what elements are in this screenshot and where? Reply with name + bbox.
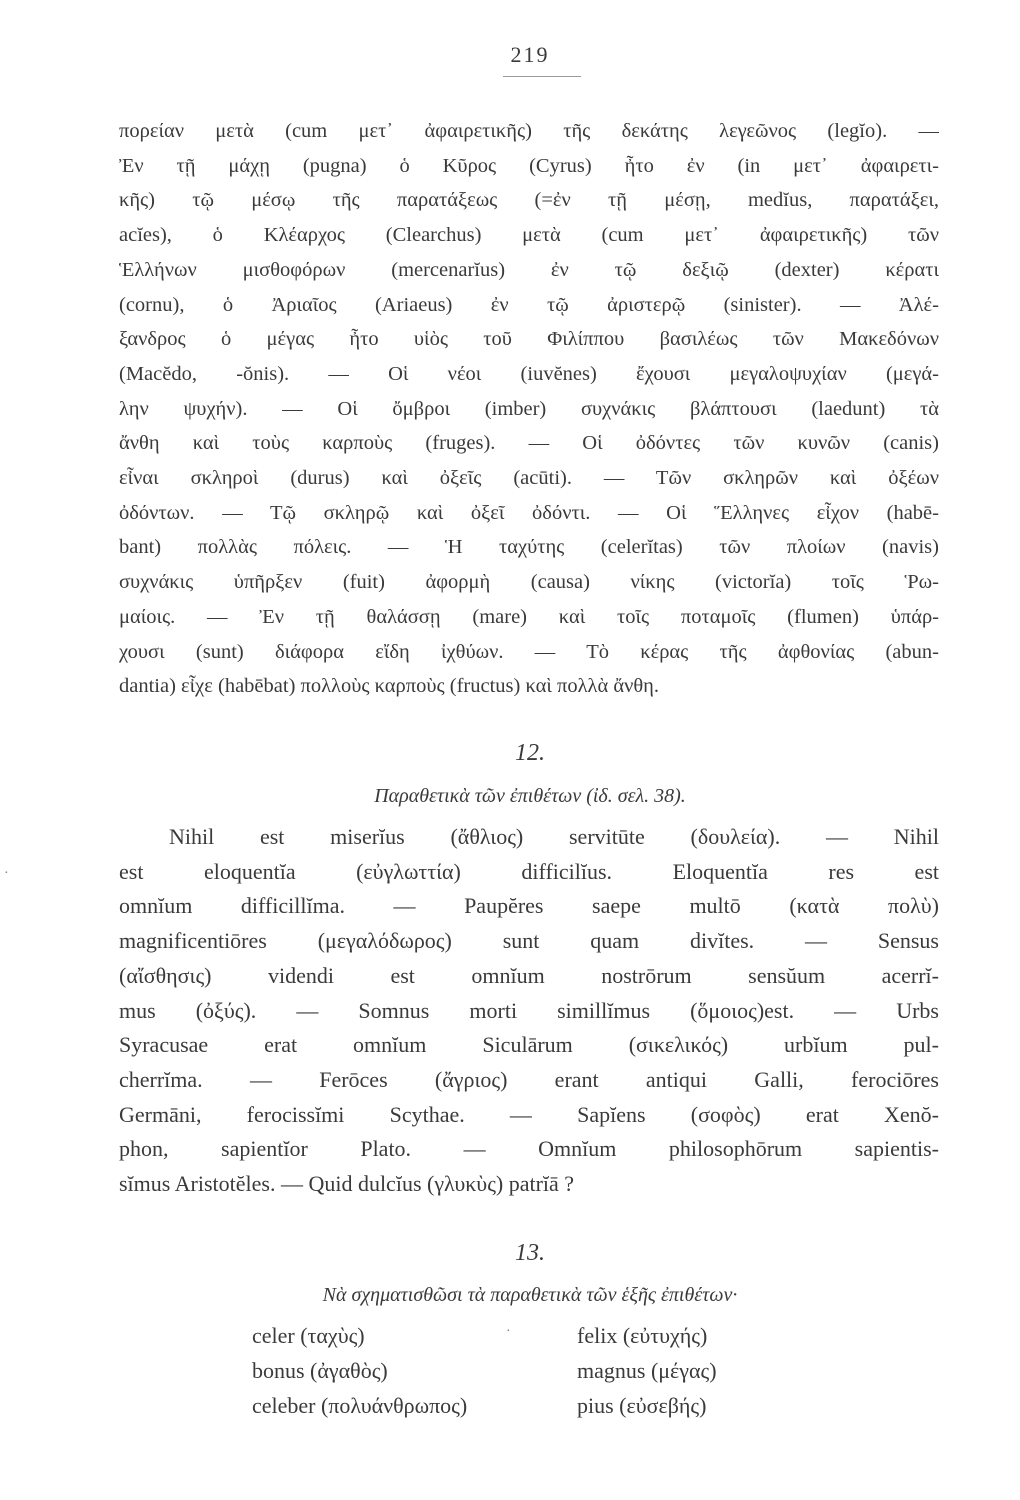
section-13-number: 13.: [515, 1240, 545, 1266]
text-line: magnificentiōres (μεγαλόδωρος) sunt quam divĭtes. — Sensus: [119, 928, 939, 954]
text-line: εἶναι σκληροὶ (durus) καὶ ὀξεῖς (acūti). — Τῶν σκληρῶν καὶ ὀξέων: [119, 467, 939, 490]
text-line: bant) πολλὰς πόλεις. — Ἡ ταχύτης (celerĭtas) τῶν πλοίων (navis): [119, 536, 939, 559]
adjective-item: pius (εὐσεβής): [577, 1393, 707, 1418]
text-line: cherrĭma. — Ferōces (ἄγριος) erant antiqui Galli, ferociōres: [119, 1066, 939, 1092]
margin-speck: ·: [4, 866, 9, 881]
adjective-item: bonus (ἀγαθὸς): [252, 1358, 388, 1383]
text-line: ξανδρος ὁ μέγας ἦτο υἱὸς τοῦ Φιλίππου βασιλέως τῶν Μακεδόνων: [119, 328, 939, 351]
adjectives-list: [252, 1318, 812, 1423]
exercise-text-block: [119, 114, 939, 704]
adjectives-row: [252, 1388, 812, 1423]
ink-speck: ·: [506, 1324, 511, 1339]
text-line: mus (ὀξύς). — Somnus morti simillĭmus (ὅμοιος)est. — Urbs: [119, 997, 939, 1023]
adjectives-row: [252, 1353, 812, 1388]
text-line: Syracusae erat omnĭum Siculārum (σικελικός) urbĭum pul-: [119, 1032, 939, 1058]
adjectives-row: [252, 1318, 812, 1353]
text-line: συχνάκις ὑπῆρξεν (fuit) ἀφορμὴ (causa) νίκης (victorĭa) τοῖς Ῥω-: [119, 571, 939, 594]
section-12-text-block: [119, 820, 939, 1202]
text-line: omnĭum difficillĭma. — Paupĕres saepe multō (κατὰ πολὺ): [119, 893, 939, 919]
text-line: Ἑλλήνων μισθοφόρων (mercenarĭus) ἐν τῷ δεξιῷ (dexter) κέρατι: [119, 258, 939, 281]
text-line: λην ψυχήν). — Οἱ ὄμβροι (imber) συχνάκις βλάπτουσι (laedunt) τὰ: [119, 397, 939, 420]
adjective-item: celer (ταχὺς): [252, 1323, 365, 1348]
text-line: sĭmus Aristotĕles. — Quid dulcĭus (γλυκὺς) patrĭā ?: [119, 1171, 575, 1197]
section-12-number: 12.: [515, 740, 545, 766]
page-number-rule: [503, 76, 581, 77]
adjective-item: felix (εὐτυχής): [577, 1323, 708, 1348]
text-line: πορείαν μετὰ (cum μετ᾽ ἀφαιρετικῆς) τῆς δεκάτης λεγεῶνος (legĭo). —: [119, 120, 939, 142]
text-line: ὀδόντων. — Τῷ σκληρῷ καὶ ὀξεῖ ὀδόντι. — Οἱ Ἕλληνες εἶχον (habē-: [119, 501, 939, 524]
text-line: (αἴσθησις) videndi est omnĭum nostrōrum sensŭum acerrĭ-: [119, 962, 939, 988]
text-line: χουσι (sunt) διάφορα εἴδη ἰχθύων. — Τὸ κέρας τῆς ἀφθονίας (abun-: [119, 640, 939, 663]
text-line: Nihil est miserĭus (ἄθλιος) servitūte (δουλεία). — Nihil: [169, 824, 939, 849]
text-line: ἄνθη καὶ τοὺς καρποὺς (fruges). — Οἱ ὀδόντες τῶν κυνῶν (canis): [119, 432, 939, 455]
text-line: (Macĕdo, -ŏnis). — Οἱ νέοι (iuvĕnes) ἔχουσι μεγαλοψυχίαν (μεγά-: [119, 362, 939, 385]
page-number: 219: [510, 42, 550, 67]
text-line: (cornu), ὁ Ἀριαῖος (Ariaeus) ἐν τῷ ἀριστερῷ (sinister). — Ἀλέ-: [119, 293, 939, 316]
text-line: μαίοις. — Ἐν τῇ θαλάσσῃ (mare) καὶ τοῖς ποταμοῖς (flumen) ὑπάρ-: [119, 605, 939, 628]
adjective-item: celeber (πολυάνθρωπος): [252, 1393, 468, 1418]
text-line: acĭes), ὁ Κλέαρχος (Clearchus) μετὰ (cum μετ᾽ ἀφαιρετικῆς) τῶν: [119, 224, 939, 247]
text-line: phon, sapientĭor Plato. — Omnĭum philosophōrum sapientis-: [119, 1136, 939, 1162]
section-13-heading: Νὰ σχηματισθῶσι τὰ παραθετικὰ τῶν ἑξῆς ἐπιθέτων·: [322, 1284, 738, 1306]
text-line: Ἐν τῇ μάχῃ (pugna) ὁ Κῦρος (Cyrus) ἦτο ἐν (in μετ᾽ ἀφαιρετι-: [119, 154, 939, 177]
adjective-item: magnus (μέγας): [577, 1358, 717, 1383]
text-line: Germāni, ferocissĭmi Scythae. — Sapĭens (σοφὸς) erat Xenŏ-: [119, 1101, 939, 1127]
text-line: dantia) εἶχε (habēbat) πολλοὺς καρποὺς (fructus) καὶ πολλὰ ἄνθη.: [119, 675, 660, 698]
section-12-heading: Παραθετικὰ τῶν ἐπιθέτων (ἰδ. σελ. 38).: [374, 785, 686, 807]
text-line: est eloquentĭa (εὐγλωττία) difficilĭus. Eloquentĭa res est: [119, 858, 939, 884]
text-line: κῆς) τῷ μέσῳ τῆς παρατάξεως (=ἐν τῇ μέσῃ, medĭus, παρατάξει,: [119, 189, 939, 212]
